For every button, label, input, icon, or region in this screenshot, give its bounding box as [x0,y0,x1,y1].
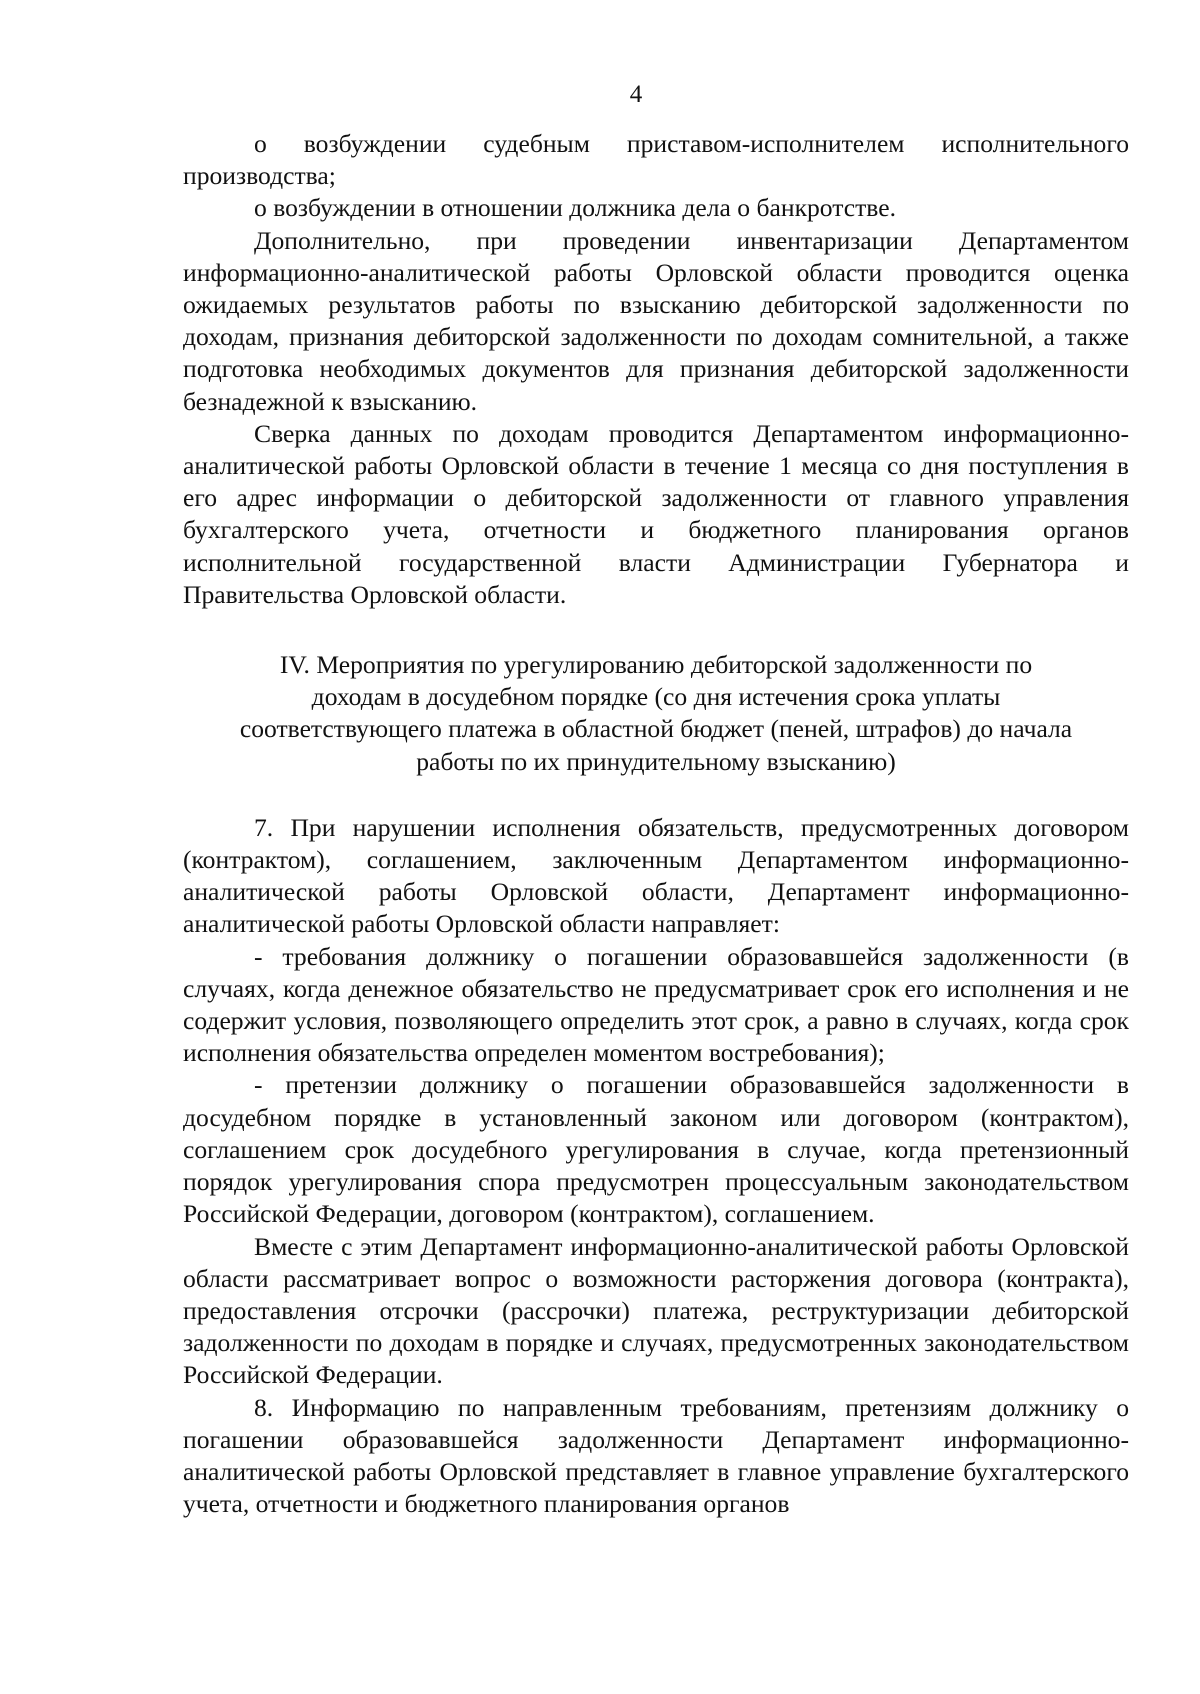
paragraph-bankruptcy: о возбуждении в отношении должника дела о банкротстве. [254,193,896,223]
paragraph-item-8: 8. Информацию по направленным требованиям, претензиям должнику о погашении образовавшейся задолженности Департамент информационно-аналитической работы Орловской представляет в главное управление бухгалтерского учета, отчетности и бюджетного планирования органов [183,1392,1129,1519]
paragraph-contract-termination: Вместе с этим Департамент информационно-аналитической работы Орловской области рассматривает вопрос о возможности расторжения договора (контракта), предоставления отсрочки (рассрочки) платежа, реструктуризации дебиторской задолженности по доходам в порядке и случаях, предусмотренных законодательством Российской Федерации. [183,1231,1129,1390]
document-body [183,128,1129,1520]
section-heading-line: работы по их принудительному взысканию) [416,746,896,776]
section-heading-line: IV. Мероприятия по урегулированию дебиторской задолженности по [279,650,1033,680]
paragraph-requirements: - требования должнику о погашении образовавшейся задолженности (в случаях, когда денежное обязательство не предусматривает срок его исполнения и не содержит условия, позволяющего определить этот срок, а равно в случаях, когда срок исполнения обязательства определен моментом востребования); [183,941,1129,1068]
section-heading-line: доходам в досудебном порядке (со дня истечения срока уплаты [311,682,1001,712]
section-heading-line: соответствующего платежа в областной бюджет (пеней, штрафов) до начала [239,714,1073,744]
paragraph-item-7: 7. При нарушении исполнения обязательств, предусмотренных договором (контрактом), соглашением, заключенным Департаментом информационно-аналитической работы Орловской области, Департамент информационно-аналитической работы Орловской области направляет: [183,812,1129,939]
page-number: 4 [629,81,643,108]
paragraph-inventory-assessment: Дополнительно, при проведении инвентаризации Департаментом информационно-аналитической работы Орловской области проводится оценка ожидаемых результатов работы по взысканию дебиторской задолженности по доходам, признания дебиторской задолженности по доходам сомнительной, а также подготовка необходимых документов для признания дебиторской задолженности безнадежной к взысканию. [183,225,1129,416]
paragraph-enforcement-proceedings: о возбуждении судебным приставом-исполнителем исполнительного производства; [183,129,1129,191]
paragraph-reconciliation: Сверка данных по доходам проводится Департаментом информационно-аналитической работы Орловской области в течение 1 месяца со дня поступления в его адрес информации о дебиторской задолженности от главного управления бухгалтерского учета, отчетности и бюджетного планирования органов исполнительной государственной власти Администрации Губернатора и Правительства Орловской области. [183,418,1129,609]
section-heading-iv [183,649,1129,778]
paragraph-claims: - претензии должнику о погашении образовавшейся задолженности в досудебном порядке в установленный законом или договором (контрактом), соглашением срок досудебного урегулирования в случае, когда претензионный порядок урегулирования спора предусмотрен процессуальным законодательством Российской Федерации, договором (контрактом), соглашением. [183,1070,1129,1229]
